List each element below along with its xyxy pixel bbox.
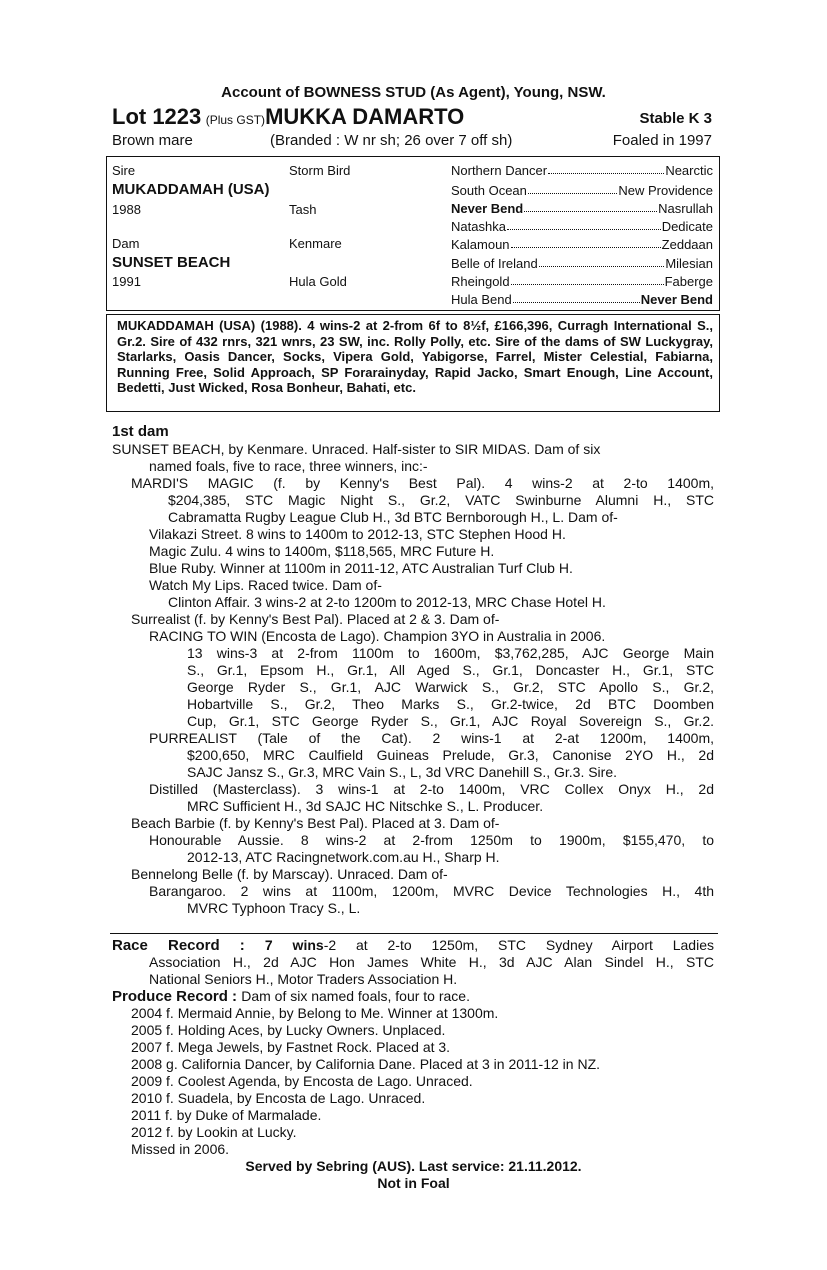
sex-colour: Brown mare xyxy=(112,132,193,149)
dam-line: Hobartville S., Gr.2, Theo Marks S., Gr.2-twice, 2d BTC Doomben xyxy=(187,696,714,712)
grandsire: Storm Bird xyxy=(289,163,351,178)
race-record-line: National Seniors H., Motor Traders Association H. xyxy=(149,971,458,987)
horse-name: MUKKA DAMARTO xyxy=(265,104,465,129)
dam-line: MRC Sufficient H., 3d SAJC HC Nitschke S., L. Producer. xyxy=(187,798,544,814)
race-record-line: Association H., 2d AJC Hon James White H., 3d AJC Alan Sindel H., STC xyxy=(149,954,714,970)
dam-line: SUNSET BEACH, by Kenmare. Unraced. Half-sister to SIR MIDAS. Dam of six xyxy=(112,441,601,457)
vendor-line: Account of BOWNESS STUD (As Agent), Young, NSW. xyxy=(221,84,606,101)
dam-line: Beach Barbie (f. by Kenny's Best Pal). Placed at 3. Dam of- xyxy=(131,815,500,831)
divider xyxy=(110,933,718,934)
dam-line: George Ryder S., Gr.1, AJC Warwick S., Gr.2, STC Apollo S., Gr.2, xyxy=(187,679,714,695)
dam-line: MARDI'S MAGIC (f. by Kenny's Best Pal). 4 wins-2 at 2-to 1400m, xyxy=(131,475,714,491)
ancestor-row: Hula Bend Never Bend xyxy=(451,292,713,307)
dam-line: Cup, Gr.1, STC George Ryder S., Gr.1, AJC Royal Sovereign S., Gr.2. xyxy=(187,713,714,729)
produce-item: 2010 f. Suadela, by Encosta de Lago. Unraced. xyxy=(131,1090,426,1106)
race-record-line: Race Record : 7 wins-2 at 2-to 1250m, STC Sydney Airport Ladies xyxy=(112,937,714,954)
foaled-year: Foaled in 1997 xyxy=(612,132,712,149)
dam-line: 13 wins-3 at 2-from 1100m to 1600m, $3,762,285, AJC George Main xyxy=(187,645,714,661)
dam-line: Watch My Lips. Raced twice. Dam of- xyxy=(149,577,382,593)
dam-line: SAJC Jansz S., Gr.3, MRC Vain S., L, 3d VRC Danehill S., Gr.3. Sire. xyxy=(187,764,618,780)
gst-note: (Plus GST) xyxy=(205,113,266,127)
sire-label: Sire xyxy=(112,163,136,178)
service-note: Served by Sebring (AUS). Last service: 21.11.2012. xyxy=(245,1158,582,1174)
produce-item: 2004 f. Mermaid Annie, by Belong to Me. Winner at 1300m. xyxy=(131,1005,499,1021)
sire-summary: MUKADDAMAH (USA) (1988). 4 wins-2 at 2-from 6f to 8½f, £166,396, Curragh International S., Gr.2. Sire of 432 rnrs, 321 wnrs, 23 SW, inc. Rolly Polly, etc. Sire of the dams of SW Luckygray, Starlarks, Oasis Dancer, Socks, Vipera Gold, Yabigorse, Farrel, Mister Celestial, Fabiarna, Running Free, Solid Approach, SP Forarainyday, Rapid Jacko, Smart Enough, Line Account, Bedetti, Just Wicked, Rosa Bonheur, Bahati, etc. xyxy=(117,318,713,395)
brand: (Branded : W nr sh; 26 over 7 off sh) xyxy=(270,132,513,149)
granddam: Tash xyxy=(289,202,317,217)
dam-year: 1991 xyxy=(112,274,141,289)
ancestor-row: South Ocean New Providence xyxy=(451,183,713,198)
dam-name: SUNSET BEACH xyxy=(112,254,231,271)
dam-line: S., Gr.1, Epsom H., Gr.1, All Aged S., Gr.1, Doncaster H., Gr.1, STC xyxy=(187,662,714,678)
ancestor-row: Kalamoun Zeddaan xyxy=(451,237,713,252)
ancestor-row: Belle of Ireland Milesian xyxy=(451,256,713,271)
dam-label: Dam xyxy=(112,236,140,251)
dam-line: $204,385, STC Magic Night S., Gr.2, VATC Swinburne Alumni H., STC xyxy=(168,492,714,508)
dam-line: Distilled (Masterclass). 3 wins-1 at 2-to 1400m, VRC Collex Onyx H., 2d xyxy=(149,781,714,797)
produce-item: 2011 f. by Duke of Marmalade. xyxy=(131,1107,322,1123)
lot-number: Lot 1223 xyxy=(112,104,202,129)
produce-record-line: Produce Record : Dam of six named foals, four to race. xyxy=(112,988,470,1005)
produce-item: 2012 f. by Lookin at Lucky. xyxy=(131,1124,297,1140)
dam-line: Clinton Affair. 3 wins-2 at 2-to 1200m to 2012-13, MRC Chase Hotel H. xyxy=(168,594,606,610)
dam-dam: Hula Gold xyxy=(289,274,347,289)
dam-sire: Kenmare xyxy=(289,236,342,251)
dam-line: Surrealist (f. by Kenny's Best Pal). Placed at 2 & 3. Dam of- xyxy=(131,611,500,627)
dam-line: RACING TO WIN (Encosta de Lago). Champion 3YO in Australia in 2006. xyxy=(149,628,606,644)
ancestor-row: Natashka Dedicate xyxy=(451,219,713,234)
first-dam-heading: 1st dam xyxy=(112,423,169,440)
foal-status: Not in Foal xyxy=(377,1175,450,1191)
dam-line: PURREALIST (Tale of the Cat). 2 wins-1 at 2-at 1200m, 1400m, xyxy=(149,730,714,746)
produce-item: 2009 f. Coolest Agenda, by Encosta de Lago. Unraced. xyxy=(131,1073,473,1089)
dam-line: Bennelong Belle (f. by Marscay). Unraced. Dam of- xyxy=(131,866,448,882)
sire-year: 1988 xyxy=(112,202,141,217)
dam-line: 2012-13, ATC Racingnetwork.com.au H., Sharp H. xyxy=(187,849,500,865)
ancestor-row: Northern Dancer Nearctic xyxy=(451,163,713,178)
dam-line: Honourable Aussie. 8 wins-2 at 2-from 1250m to 1900m, $155,470, to xyxy=(149,832,714,848)
dam-line: named foals, five to race, three winners, inc:- xyxy=(149,458,428,474)
produce-item: 2005 f. Holding Aces, by Lucky Owners. Unplaced. xyxy=(131,1022,446,1038)
dam-line: Barangaroo. 2 wins at 1100m, 1200m, MVRC Device Technologies H., 4th xyxy=(149,883,714,899)
sire-name: MUKADDAMAH (USA) xyxy=(112,181,270,198)
stable-number: Stable K 3 xyxy=(639,110,712,127)
dam-line: MVRC Typhoon Tracy S., L. xyxy=(187,900,361,916)
ancestor-row: Never Bend Nasrullah xyxy=(451,201,713,216)
dam-line: Blue Ruby. Winner at 1100m in 2011-12, ATC Australian Turf Club H. xyxy=(149,560,573,576)
ancestor-row: Rheingold Faberge xyxy=(451,274,713,289)
dam-line: Vilakazi Street. 8 wins to 1400m to 2012-13, STC Stephen Hood H. xyxy=(149,526,566,542)
produce-item: 2007 f. Mega Jewels, by Fastnet Rock. Placed at 3. xyxy=(131,1039,451,1055)
dam-line: Magic Zulu. 4 wins to 1400m, $118,565, MRC Future H. xyxy=(149,543,495,559)
produce-item: Missed in 2006. xyxy=(131,1141,230,1157)
dam-line: $200,650, MRC Caulfield Guineas Prelude, Gr.3, Canonise 2YO H., 2d xyxy=(187,747,714,763)
dam-line: Cabramatta Rugby League Club H., 3d BTC Bernborough H., L. Dam of- xyxy=(168,509,618,525)
produce-item: 2008 g. California Dancer, by California Dane. Placed at 3 in 2011-12 in NZ. xyxy=(131,1056,601,1072)
